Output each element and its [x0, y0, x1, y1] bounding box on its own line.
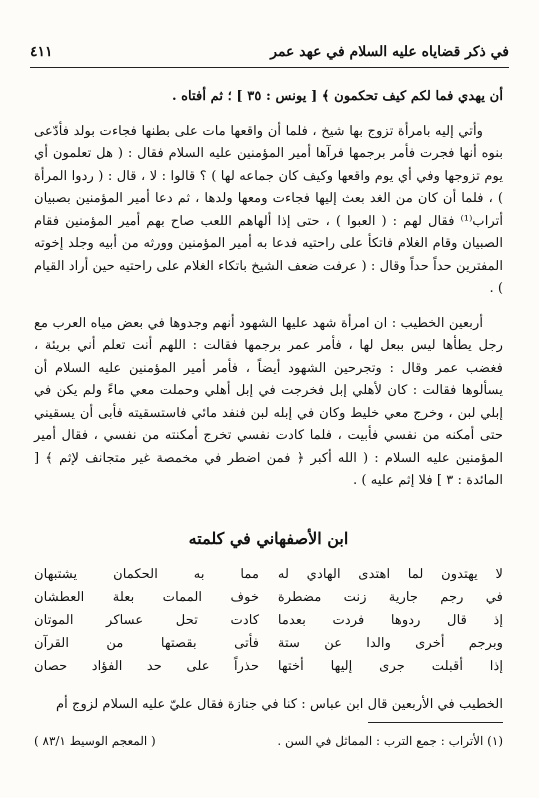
verse-first-hemistich: وبرجم أخرى والدا عن ستة — [277, 636, 503, 651]
header-rule — [30, 67, 509, 68]
footnote-rule — [368, 722, 503, 723]
verse-first-hemistich: إذا أقبلت جرى إليها أختها — [277, 659, 503, 674]
verse-first-hemistich: في رجم جارية زنت مضطرة — [277, 590, 503, 605]
section-heading: ابن الأصفهاني في كلمته — [188, 529, 349, 548]
footnote-text: (١) الأتراب : جمع الترب : المماثل في السن . — [277, 734, 503, 748]
verse-first-hemistich: لا يهتدون لما اهتدى الهادي له — [277, 567, 503, 582]
poem — [34, 529, 503, 678]
paragraph-2: وأتي إليه بامرأة تزوج بها شيخ ، فلما أن واقعها مات على بطنها فجاءت بولد فأدّعى بنوه أنها فجرت فأمر برجمها فرآها أمير المؤمنين عليه السلام فقال : ( هل تعلمون أي يوم تزوجها وفي أي يوم واقعها وكيف كان جماعه لها ) ؟ قالوا : لا ، قال : ( ردوا المرأة ) ، فلما أن كان من الغد بعث إليها فجاءت ومعها ولدها ، ثم دعا أمير المؤمنين بصبيان أتراب⁽¹⁾ فقال لهم : ( العبوا ) ، حتى إذا ألهاهم اللعب صاح بهم أمير المؤمنين فقام الصبيان وقام الغلام فاتكأ على راحتيه فدعا به أمير المؤمنين وورثه من أبيه وجلد إخوته المفترين حداً حداً وقال : ( عرفت ضعف الشيخ باتكاء الغلام على راحتيه حين أراد القيام ) . — [34, 123, 503, 296]
poem-heading-wrap — [34, 527, 503, 552]
verse-second-hemistich: فأتى بقصتها من القرآن — [34, 636, 260, 651]
verse-second-hemistich: حذراً على حد الفؤاد حصان — [34, 659, 260, 674]
verse — [34, 586, 503, 609]
paragraph-1: أن يهدي فما لكم كيف تحكمون ﴾ [ يونس : ٣٥ ] ؛ ثم أفتاه . — [171, 89, 503, 104]
page-number: ٤١١ — [30, 44, 53, 60]
footnote-source: ( المعجم الوسيط ٨٣/١ ) — [34, 734, 156, 748]
verse — [34, 655, 503, 678]
running-title: في ذكر قضاياه عليه السلام في عهد عمر — [270, 44, 509, 60]
verse-second-hemistich: مما به الحكمان يشتبهان — [34, 567, 260, 582]
verse — [34, 563, 503, 586]
after-poem-line: الخطيب في الأربعين قال ابن عباس : كنا في جنازة فقال عليّ عليه السلام لزوج أم — [56, 697, 503, 712]
main-text — [34, 86, 503, 493]
page-header — [30, 40, 509, 64]
verse — [34, 609, 503, 632]
verse-second-hemistich: خوف الممات بعلة العطشان — [34, 590, 260, 605]
verse-first-hemistich: إذ قال ردوها فردت بعدما — [277, 613, 503, 628]
paragraph-3: أربعين الخطيب : ان امرأة شهد عليها الشهود أنهم وجدوها في بعض مياه العرب مع رجل يطأها ليس ببعل لها ، فأمر عمر برجمها فقالت : اللهم أنت تعلم أني بريئة ، فغضب عمر وقال : وتجرحين الشهود أيضاً ، فأمر أمير المؤمنين عليه السلام أن يسألوها فقالت : كان لأهلي إبل فخرجت في إبل أهلي وحملت معي ماءً ولم يكن في إبلي لبن ، وخرج معي خليط وكان في إبله لبن فنفد مائي فاستسقيته فأبى أن يسقيني حتى أمكنه من نفسي فأبيت ، فلما كادت نفسي تخرج أمكنته من نفسي ، فقال أمير المؤمنين عليه السلام : ( الله أكبر ﴿ فمن اضطر في مخمصة غير متجانف لإثم ﴾ [ المائدة : ٣ ] فلا إثم عليه ) . — [34, 315, 503, 488]
verse-second-hemistich: كادت تحل عساكر الموتان — [34, 613, 260, 628]
verse — [34, 632, 503, 655]
